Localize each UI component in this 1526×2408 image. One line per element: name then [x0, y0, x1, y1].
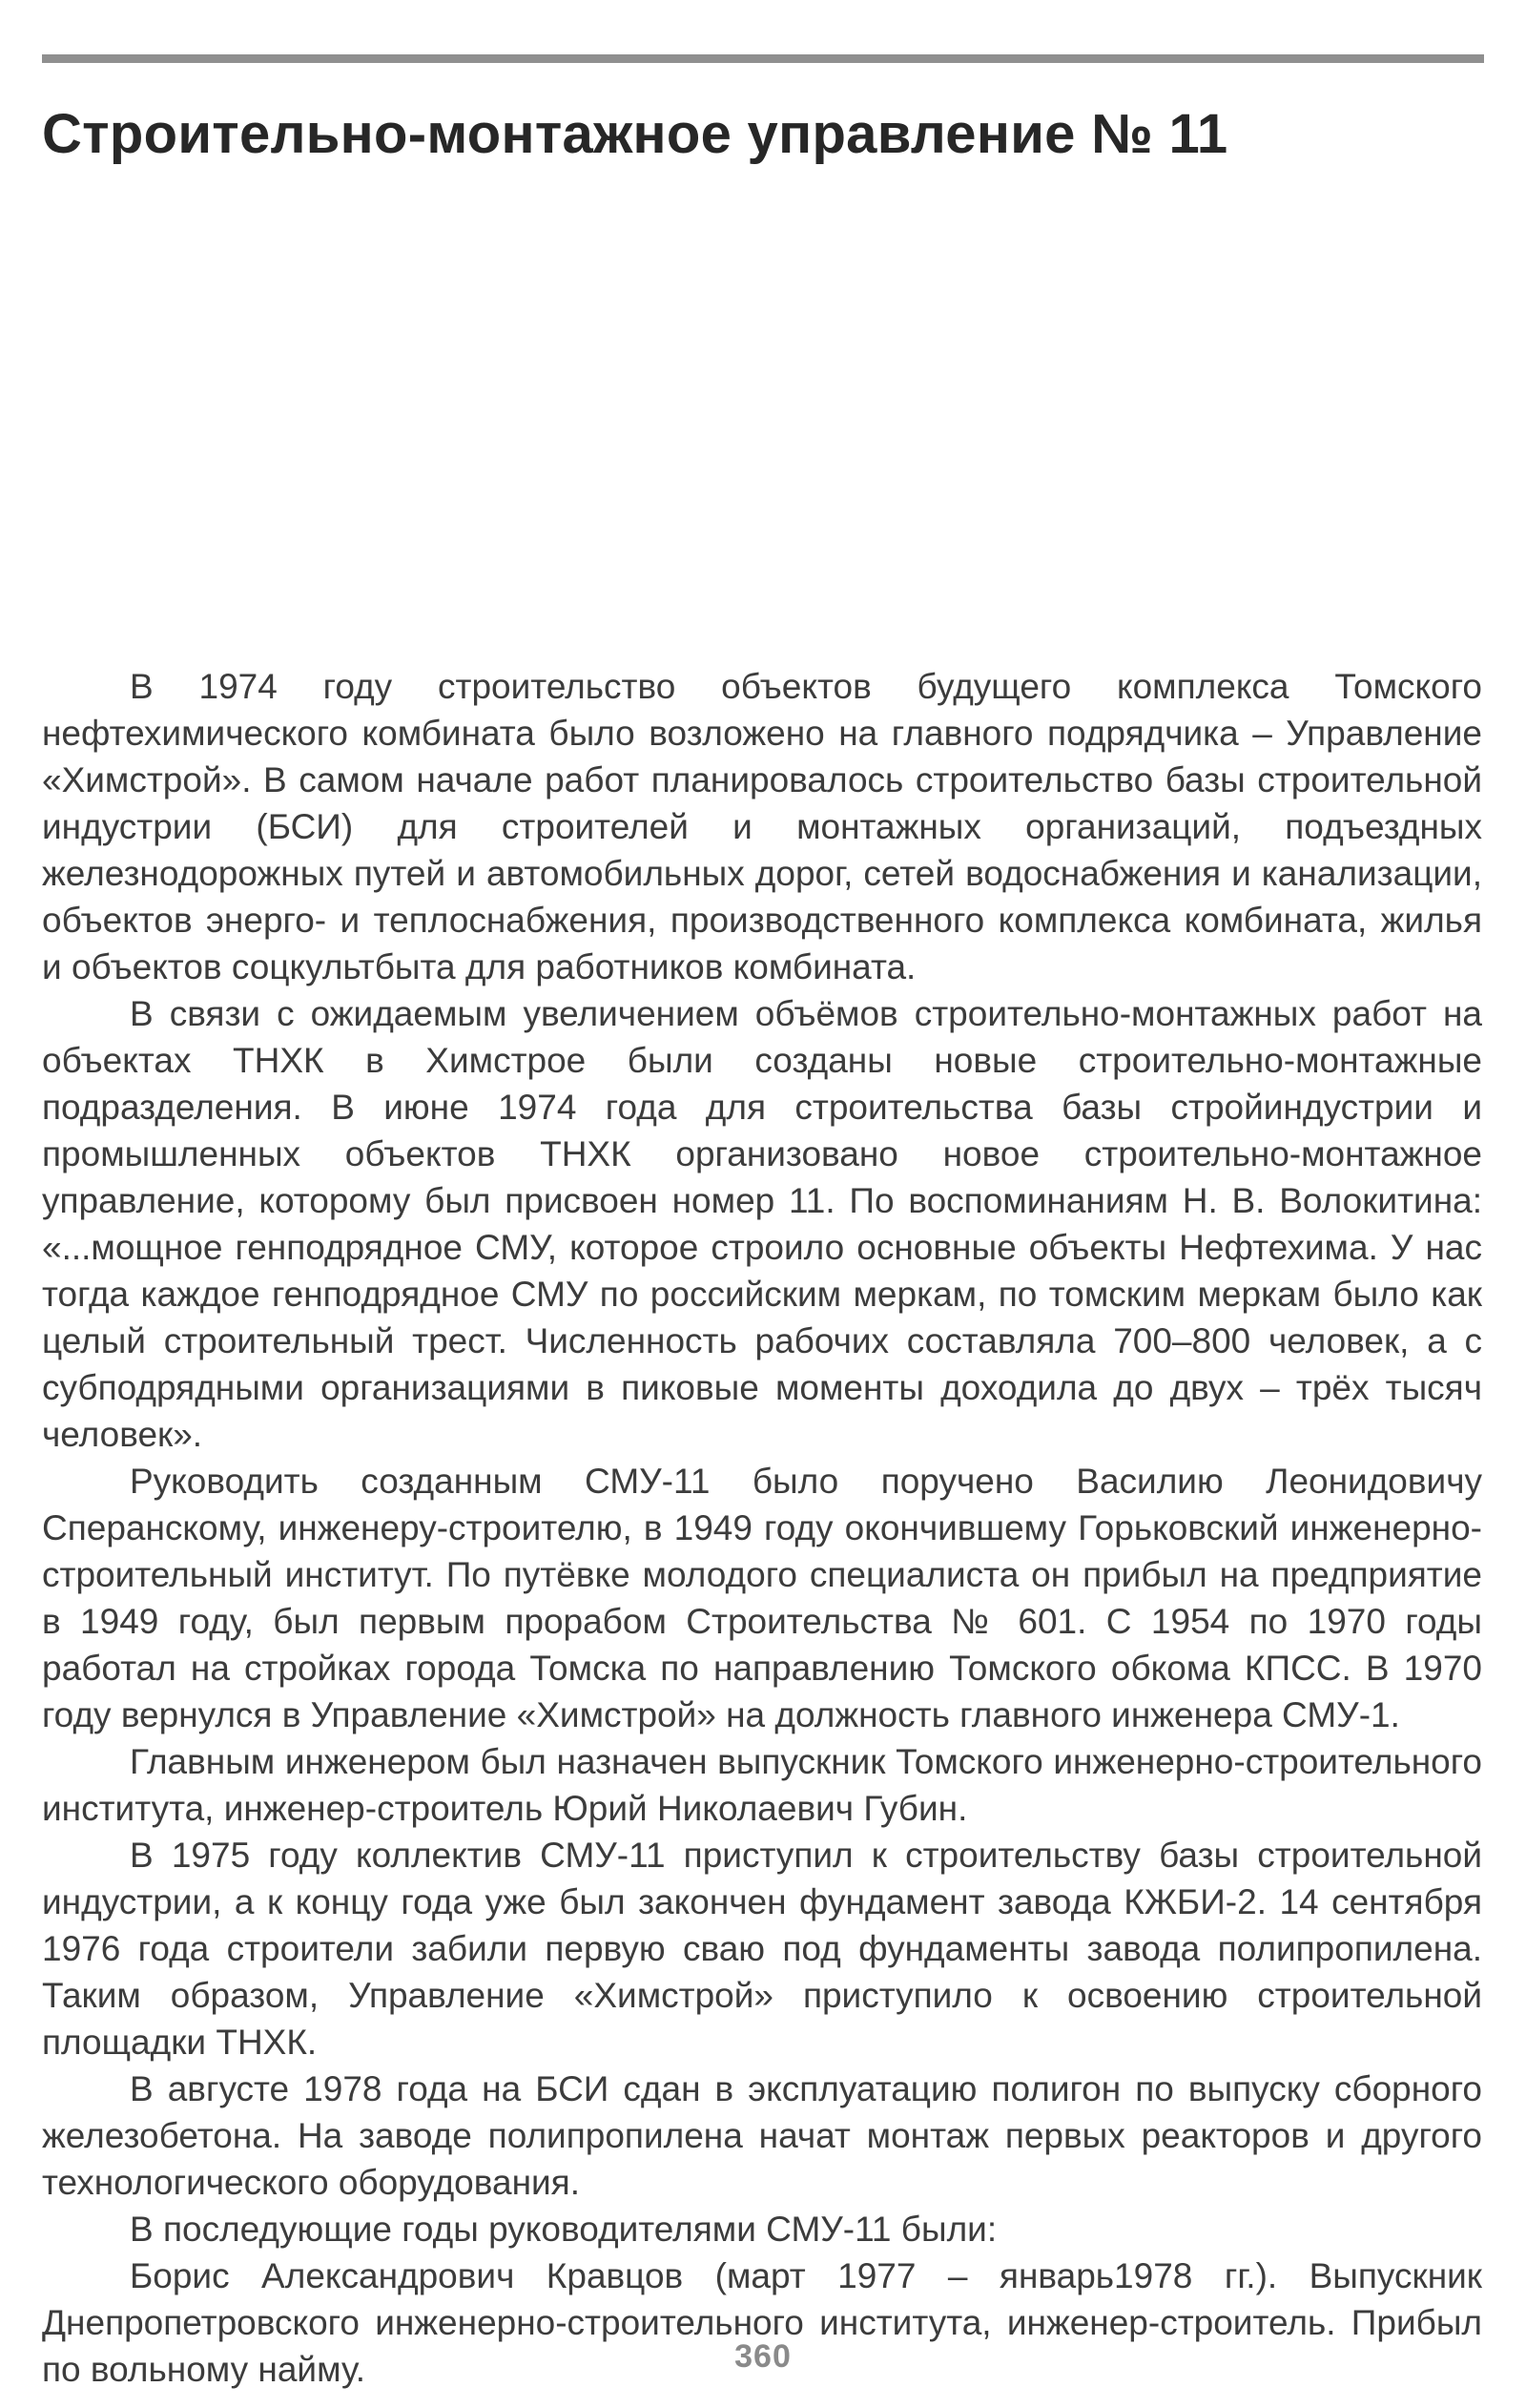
paragraph: В связи с ожидаемым увеличением объёмов строительно-монтажных работ на объектах ТНХК в Химстрое были созданы новые строительно-монтажные подразделения. В июне 1974 года для строительства базы стройиндустрии и промышленных объектов ТНХК организовано новое строительно-монтажное управление, которому был присвоен номер 11. По воспоминаниям Н. В. Волокитина: «...мощное генподрядное СМУ, которое строило основные объекты Нефтехима. У нас тогда каждое генподрядное СМУ по российским меркам, по томским меркам было как целый строительный трест. Численность рабочих составляла 700–800 человек, а с субподрядными организациями в пиковые моменты доходила до двух – трёх тысяч человек».: [42, 994, 1482, 1454]
page-title: Строительно-монтажное управление № 11: [42, 103, 1228, 165]
paragraph: Борис Александрович Кравцов (март 1977 – январь1978 гг.). Выпускник Днепропетровского инженерно-строительного института, инженер-строитель. Прибыл по вольному найму.: [42, 2256, 1482, 2389]
top-divider: [42, 54, 1484, 63]
paragraph: Главным инженером был назначен выпускник Томского инженерно-строительного института, инженер-строитель Юрий Николаевич Губин.: [42, 1742, 1482, 1828]
paragraph: Руководить созданным СМУ-11 было поручено Василию Леонидовичу Сперанскому, инженеру-строителю, в 1949 году окончившему Горьковский инженерно-строительный институт. По путёвке молодого специалиста он прибыл на предприятие в 1949 году, был первым прорабом Строительства № 601. С 1954 по 1970 годы работал на стройках города Томска по направлению Томского обкома КПСС. В 1970 году вернулся в Управление «Химстрой» на должность главного инженера СМУ-1.: [42, 1462, 1482, 1734]
paragraph: В 1974 году строительство объектов будущего комплекса Томского нефтехимического комбината было возложено на главного подрядчика – Управление «Химстрой». В самом начале работ планировалось строительство базы строительной индустрии (БСИ) для строителей и монтажных организаций, подъездных железнодорожных путей и автомобильных дорог, сетей водоснабжения и канализации, объектов энерго- и теплоснабжения, производственного комплекса комбината, жилья и объектов соцкультбыта для работников комбината.: [42, 667, 1482, 986]
paragraph: В последующие годы руководителями СМУ-11 были:: [130, 2210, 998, 2249]
paragraph: В 1975 году коллектив СМУ-11 приступил к строительству базы строительной индустрии, а к концу года уже был закончен фундамент завода КЖБИ-2. 14 сентября 1976 года строители забили первую сваю под фундаменты завода полипропилена. Таким образом, Управление «Химстрой» приступило к освоению строительной площадки ТНХК.: [42, 1836, 1482, 2062]
paragraph: В августе 1978 года на БСИ сдан в эксплуатацию полигон по выпуску сборного железобетона. На заводе полипропилена начат монтаж первых реакторов и другого технологического оборудования.: [42, 2069, 1482, 2202]
body-text: [42, 663, 1482, 2393]
page-number: 360: [734, 2338, 792, 2375]
